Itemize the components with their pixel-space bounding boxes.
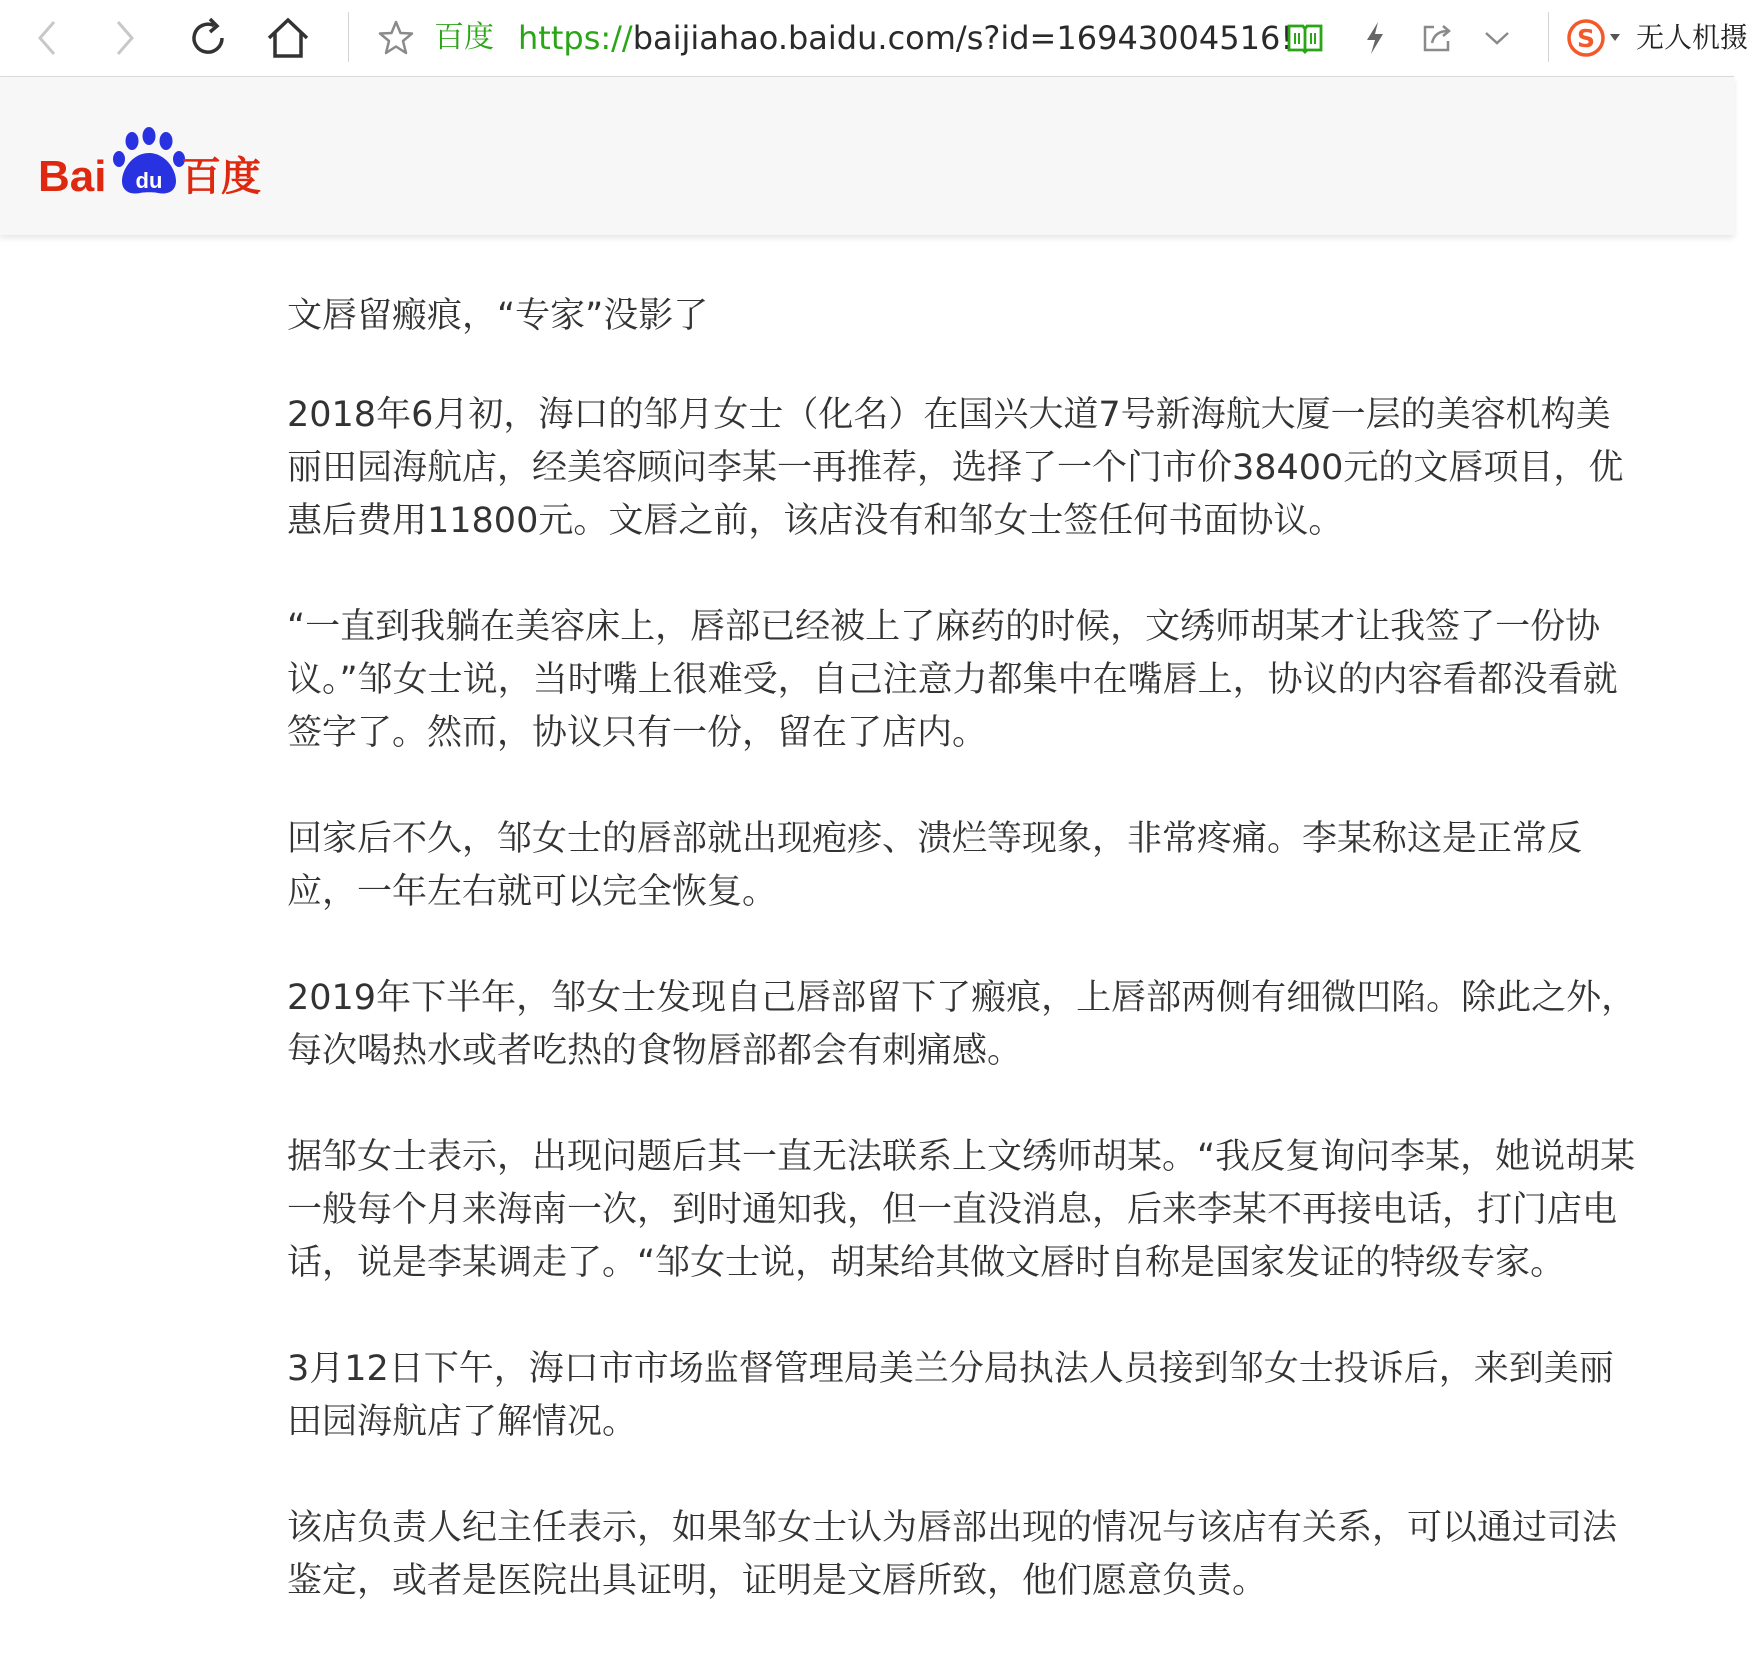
- browser-toolbar: [0, 0, 1748, 77]
- back-button[interactable]: [22, 0, 72, 76]
- chevron-down-icon: [1482, 28, 1512, 48]
- bookmark-star-button[interactable]: [372, 0, 420, 76]
- article-paragraph: 3月12日下午，海口市市场监督管理局美兰分局执法人员接到邹女士投诉后，来到美丽田园海航店了解情况。: [287, 1349, 1614, 1442]
- baidu-logo[interactable]: [36, 111, 276, 201]
- site-header: [0, 77, 1734, 235]
- url-scheme: https://: [518, 19, 633, 57]
- article-title: 文唇留瘢痕，“专家”没影了: [287, 296, 709, 336]
- address-bar[interactable]: [518, 0, 1294, 76]
- speedup-button[interactable]: [1350, 0, 1400, 76]
- article-paragraph: 回家后不久，邹女士的唇部就出现疱疹、溃烂等现象，非常疼痛。李某称这是正常反应，一年左右就可以完全恢复。: [287, 819, 1583, 912]
- url-path: baijiahao.baidu.com/s?id=16943004516!: [632, 19, 1294, 57]
- article-paragraph: 2019年下半年，邹女士发现自己唇部留下了瘢痕，上唇部两侧有细微凹陷。除此之外，每次喝热水或者吃热的食物唇部都会有刺痛感。: [287, 978, 1637, 1071]
- logo-text-bai: Bai: [38, 152, 107, 201]
- share-icon: [1420, 21, 1454, 55]
- reload-icon: [186, 16, 230, 60]
- reader-mode-button[interactable]: [1280, 0, 1330, 76]
- article-paragraph: 据邹女士表示，出现问题后其一直无法联系上文绣师胡某。“我反复询问李某，她说胡某一般每个月来海南一次，到时通知我，但一直没消息，后来李某不再接电话，打门店电话，说是李某调走了。“邹女士说，胡某给其做文唇时自称是国家发证的特级专家。: [287, 1137, 1636, 1283]
- article-paragraph: 该店负责人纪主任表示，如果邹女士认为唇部出现的情况与该店有关系，可以通过司法鉴定，或者是医院出具证明，证明是文唇所致，他们愿意负责。: [287, 1508, 1618, 1601]
- article-paragraph: 2018年6月初，海口的邹月女士（化名）在国兴大道7号新海航大厦一层的美容机构美丽田园海航店，经美容顾问李某一再推荐，选择了一个门市价38400元的文唇项目，优惠后费用11800元。文唇之前，该店没有和邹女士签任何书面协议。: [287, 395, 1624, 541]
- share-button[interactable]: [1412, 0, 1462, 76]
- paw-icon: [113, 127, 185, 194]
- book-icon: [1286, 21, 1324, 55]
- site-name-label: 百度: [434, 20, 494, 55]
- svg-text:S: S: [1576, 24, 1596, 53]
- logo-text-du: du: [135, 168, 163, 193]
- forward-button[interactable]: [100, 0, 150, 76]
- home-icon: [265, 16, 311, 60]
- lightning-icon: [1361, 20, 1389, 56]
- reload-button[interactable]: [178, 0, 238, 76]
- chevron-left-icon: [32, 18, 62, 58]
- address-dropdown-button[interactable]: [1472, 0, 1522, 76]
- toolbar-divider: [348, 12, 349, 62]
- toolbar-divider: [1548, 12, 1549, 62]
- sogou-logo-icon: [1566, 16, 1628, 60]
- star-icon: [377, 19, 415, 57]
- chevron-right-icon: [110, 18, 140, 58]
- home-button[interactable]: [258, 0, 318, 76]
- article-paragraph: “一直到我躺在美容床上，唇部已经被上了麻药的时候，文绣师胡某才让我签了一份协议。”邹女士说，当时嘴上很难受，自己注意力都集中在嘴唇上，协议的内容看都没看就签字了。然而，协议只有一份，留在了店内。: [287, 607, 1618, 753]
- extension-label: 无人机摄: [1636, 21, 1748, 54]
- article-body: [287, 290, 1637, 1661]
- logo-text-baidu-cn: 百度: [181, 154, 261, 200]
- sogou-extension-button[interactable]: [1562, 0, 1632, 76]
